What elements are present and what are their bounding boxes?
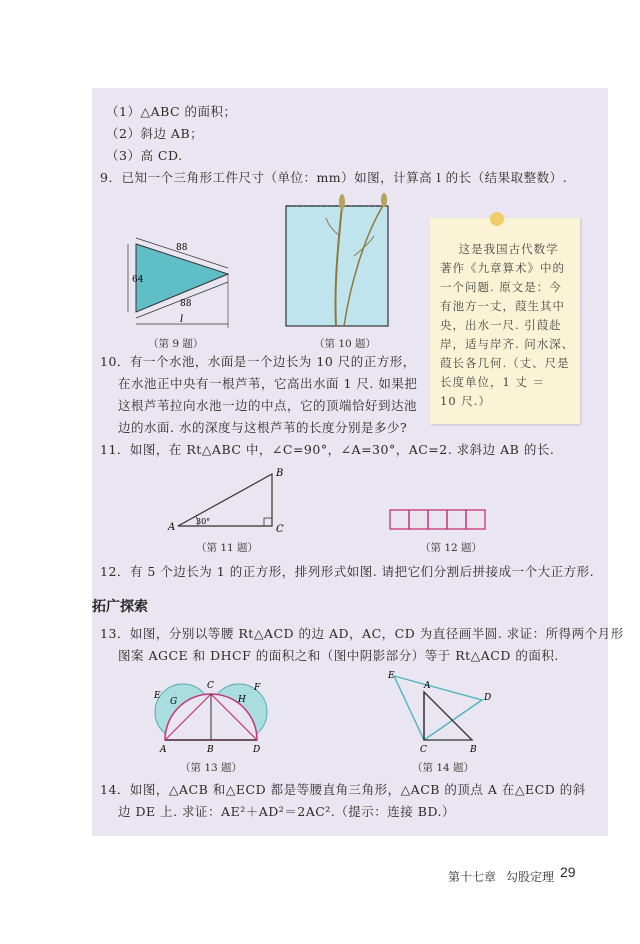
caption-fig11: （第 11 题） [196,542,259,554]
fig11-label-A: A [168,522,176,533]
fig9-label-height: l [180,314,184,325]
fig11-label-B: B [276,468,284,479]
question-9: 9．已知一个三角形工件尺寸（单位：mm）如图，计算高 l 的长（结果取整数）. [100,170,568,185]
subquestion-2: （2）斜边 AB； [106,126,204,141]
page-number: 29 [560,864,576,880]
figure-9 [120,232,240,332]
figure-14 [388,668,498,755]
question-13-line2: 图案 AGCE 和 DHCF 的面积之和（图中阴影部分）等于 Rt△ACD 的面积. [118,648,559,663]
subquestion-1: （1）△ABC 的面积； [106,104,237,119]
fig14-label-B: B [470,745,477,755]
question-13-line1: 13．如图，分别以等腰 Rt△ACD 的边 AD，AC，CD 为直径画半圆. 求证：所得两个月形 [100,626,624,641]
footer-chapter: 第十七章 [448,870,497,884]
question-10-line2: 在水池正中央有一根芦苇，它高出水面 1 尺. 如果把 [118,376,418,391]
question-10-line1: 10．有一个水池，水面是一个边长为 10 尺的正方形， [100,354,416,369]
fig9-label-left: 64 [132,275,144,285]
fig14-label-A: A [424,681,431,691]
question-14-line1: 14．如图，△ACB 和△ECD 都是等腰直角三角形，△ACB 的顶点 A 在△ECD 的斜 [100,782,586,797]
fig13-label-D: D [253,745,261,755]
figure-11 [168,466,298,536]
fig14-label-C: C [420,745,427,755]
fig13-label-H: H [238,695,246,705]
fig13-label-A: A [160,745,167,755]
question-10-line3: 这根芦苇拉向水池一边的中点，它的顶端恰好到达池 [118,398,418,413]
fig13-label-C: C [207,681,214,691]
caption-fig9: （第 9 题） [148,338,204,350]
caption-fig13: （第 13 题） [180,762,243,774]
question-10-line4: 边的水面. 水的深度与这根芦苇的长度分别是多少? [118,420,408,435]
caption-fig12: （第 12 题） [420,542,483,554]
fig14-label-E: E [388,671,395,681]
figure-10 [284,196,394,332]
note-text: 这是我国古代数学 著作《九章算术》中的 一个问题. 原文是：今 有池方一丈，葭生其中 央，出水一尺. 引葭赴 岸，适与岸齐. 问水深、 葭长各几何.（丈、尺是 长度单位，1 丈 ＝ 10 尺.） [440,242,575,408]
figure-13 [150,676,276,755]
question-11: 11．如图，在 Rt△ABC 中，∠C=90°，∠A=30°，AC=2. 求斜边 AB 的长. [100,442,555,457]
footer-title: 勾股定理 [506,870,555,884]
question-14-line2: 边 DE 上. 求证：AE²＋AD²＝2AC².（提示：连接 BD.） [118,804,456,819]
figure-12 [388,508,498,532]
caption-fig14: （第 14 题） [412,762,475,774]
fig14-label-D: D [484,693,492,703]
fig13-label-F: F [254,683,261,693]
fig9-label-top: 88 [176,243,188,253]
subquestion-3: （3）高 CD. [106,148,183,163]
historical-note [430,218,580,424]
question-12: 12．有 5 个边长为 1 的正方形，排列形式如图. 请把它们分割后拼接成一个大正方形. [100,564,595,579]
caption-fig10: （第 10 题） [314,338,377,350]
fig13-label-G: G [170,697,178,707]
fig13-label-E: E [154,691,161,701]
pushpin-icon [490,212,504,226]
fig9-label-bottom: 88 [180,299,192,309]
fig13-label-B: B [207,745,214,755]
fig11-label-C: C [276,524,284,535]
fig11-label-angle: 30° [196,517,211,526]
section-title: 拓广探索 [92,599,148,615]
